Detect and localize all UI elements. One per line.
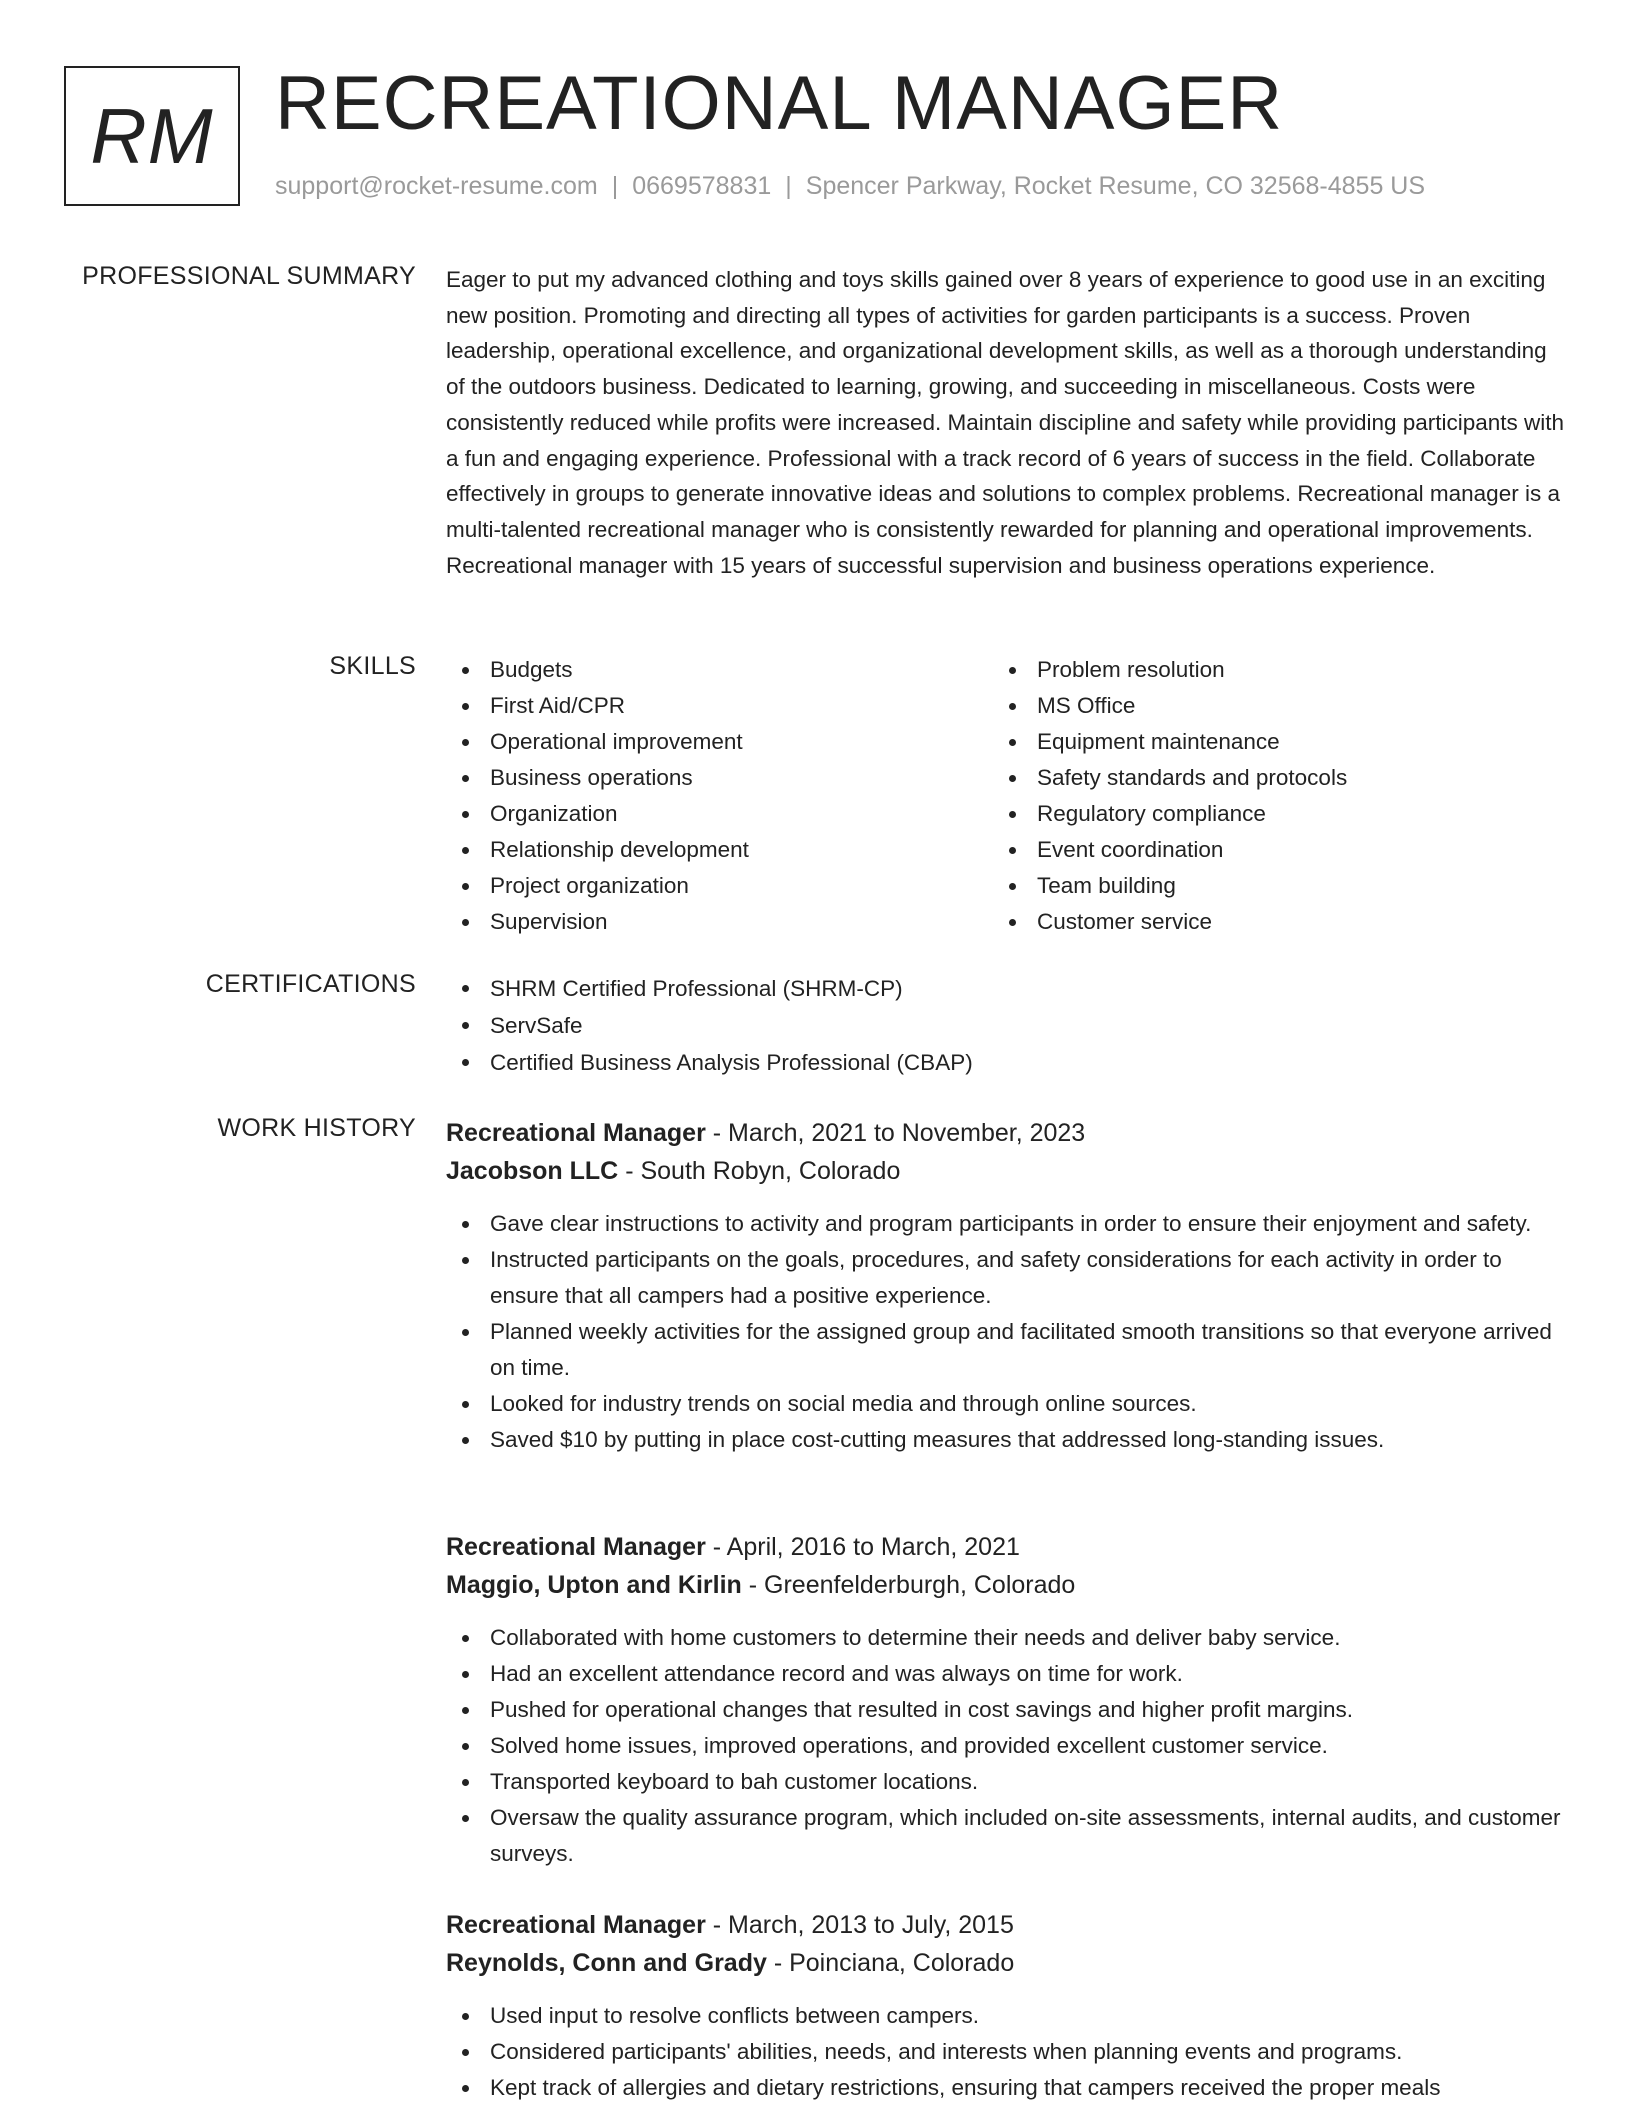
job-bullet: Collaborated with home customers to determine their needs and deliver baby service.	[446, 1620, 1566, 1656]
contact-line	[275, 172, 1425, 201]
contact-email: support@rocket-resume.com	[275, 172, 598, 200]
skill-item: Event coordination	[993, 832, 1533, 868]
contact-phone: 0669578831	[632, 172, 772, 200]
job-bullet: Used input to resolve conflicts between campers.	[446, 1998, 1566, 2034]
job-bullet: Saved $10 by putting in place cost-cutting measures that addressed long-standing issues.	[446, 1422, 1566, 1458]
certifications-list	[446, 970, 1566, 1081]
job-bullets	[446, 1620, 1566, 1872]
skill-item: Relationship development	[446, 832, 986, 868]
job-title: Recreational Manager	[446, 1533, 706, 1561]
job-entry	[446, 1906, 1566, 2106]
candidate-name: RECREATIONAL MANAGER	[275, 61, 1284, 146]
job-title-line	[446, 1906, 1566, 1944]
job-bullet: Instructed participants on the goals, procedures, and safety considerations for each activity in order to ensure that all campers had a positive experience.	[446, 1242, 1566, 1314]
job-title: Recreational Manager	[446, 1911, 706, 1939]
job-location: - Greenfelderburgh, Colorado	[741, 1571, 1076, 1599]
job-bullet: Transported keyboard to bah customer locations.	[446, 1764, 1566, 1800]
job-title: Recreational Manager	[446, 1119, 706, 1147]
skill-item: Equipment maintenance	[993, 724, 1533, 760]
job-bullet: Pushed for operational changes that resulted in cost savings and higher profit margins.	[446, 1692, 1566, 1728]
job-bullet: Had an excellent attendance record and was always on time for work.	[446, 1656, 1566, 1692]
skill-item: MS Office	[993, 688, 1533, 724]
job-company: Maggio, Upton and Kirlin	[446, 1571, 742, 1599]
section-label-summary: PROFESSIONAL SUMMARY	[82, 262, 416, 290]
job-bullets	[446, 1998, 1566, 2106]
job-bullet: Considered participants' abilities, needs, and interests when planning events and programs.	[446, 2034, 1566, 2070]
section-label-skills: SKILLS	[329, 652, 416, 680]
job-company-line	[446, 1152, 1566, 1190]
job-bullet: Solved home issues, improved operations, and provided excellent customer service.	[446, 1728, 1566, 1764]
section-label-work-history: WORK HISTORY	[217, 1114, 416, 1142]
skill-item: Business operations	[446, 760, 986, 796]
job-entry	[446, 1114, 1566, 1458]
skill-item: Project organization	[446, 868, 986, 904]
job-company: Jacobson LLC	[446, 1157, 619, 1185]
job-bullet: Looked for industry trends on social media and through online sources.	[446, 1386, 1566, 1422]
skills-list-right	[993, 652, 1533, 940]
resume-header	[64, 61, 1564, 216]
job-title-line	[446, 1114, 1566, 1152]
job-bullets	[446, 1206, 1566, 1458]
job-bullet: Planned weekly activities for the assigned group and facilitated smooth transitions so that everyone arrived on time.	[446, 1314, 1566, 1386]
skill-item: Safety standards and protocols	[993, 760, 1533, 796]
skill-item: Problem resolution	[993, 652, 1533, 688]
job-company-line	[446, 1566, 1566, 1604]
contact-separator: |	[785, 172, 792, 200]
skill-item: Operational improvement	[446, 724, 986, 760]
skill-item: Regulatory compliance	[993, 796, 1533, 832]
section-label-certifications: CERTIFICATIONS	[205, 970, 416, 998]
job-location: - South Robyn, Colorado	[618, 1157, 901, 1185]
skill-item: Budgets	[446, 652, 986, 688]
certification-item: ServSafe	[446, 1007, 1566, 1044]
certification-item: Certified Business Analysis Professional (CBAP)	[446, 1044, 1566, 1081]
job-company: Reynolds, Conn and Grady	[446, 1949, 767, 1977]
skill-item: Team building	[993, 868, 1533, 904]
job-dates: - April, 2016 to March, 2021	[705, 1533, 1020, 1561]
job-dates: - March, 2013 to July, 2015	[705, 1911, 1014, 1939]
job-entry	[446, 1528, 1566, 1872]
initials-monogram: RM	[64, 66, 240, 206]
job-dates: - March, 2021 to November, 2023	[705, 1119, 1086, 1147]
job-title-line	[446, 1528, 1566, 1566]
certification-item: SHRM Certified Professional (SHRM-CP)	[446, 970, 1566, 1007]
skill-item: First Aid/CPR	[446, 688, 986, 724]
job-location: - Poinciana, Colorado	[766, 1949, 1015, 1977]
skill-item: Customer service	[993, 904, 1533, 940]
summary-text: Eager to put my advanced clothing and toys skills gained over 8 years of experience to good use in an exciting new position. Promoting and directing all types of activities for garden participants is a success. Proven leadership, operational excellence, and organizational development skills, as well as a thorough understanding of the outdoors business. Dedicated to learning, growing, and succeeding in miscellaneous. Costs were consistently reduced while profits were increased. Maintain discipline and safety while providing participants with a fun and engaging experience. Professional with a track record of 6 years of success in the field. Collaborate effectively in groups to generate innovative ideas and solutions to complex problems. Recreational manager is a multi-talented recreational manager who is consistently rewarded for planning and operational improvements. Recreational manager with 15 years of successful supervision and business operations experience.	[446, 267, 1565, 578]
contact-separator: |	[611, 172, 619, 200]
job-company-line	[446, 1944, 1566, 1982]
job-bullet: Oversaw the quality assurance program, which included on-site assessments, internal audits, and customer surveys.	[446, 1800, 1566, 1872]
job-bullet: Gave clear instructions to activity and program participants in order to ensure their enjoyment and safety.	[446, 1206, 1566, 1242]
job-bullet: Kept track of allergies and dietary restrictions, ensuring that campers received the proper meals	[446, 2070, 1566, 2106]
contact-address: Spencer Parkway, Rocket Resume, CO 32568-4855 US	[805, 172, 1426, 200]
skill-item: Organization	[446, 796, 986, 832]
skill-item: Supervision	[446, 904, 986, 940]
skills-list-left	[446, 652, 986, 940]
